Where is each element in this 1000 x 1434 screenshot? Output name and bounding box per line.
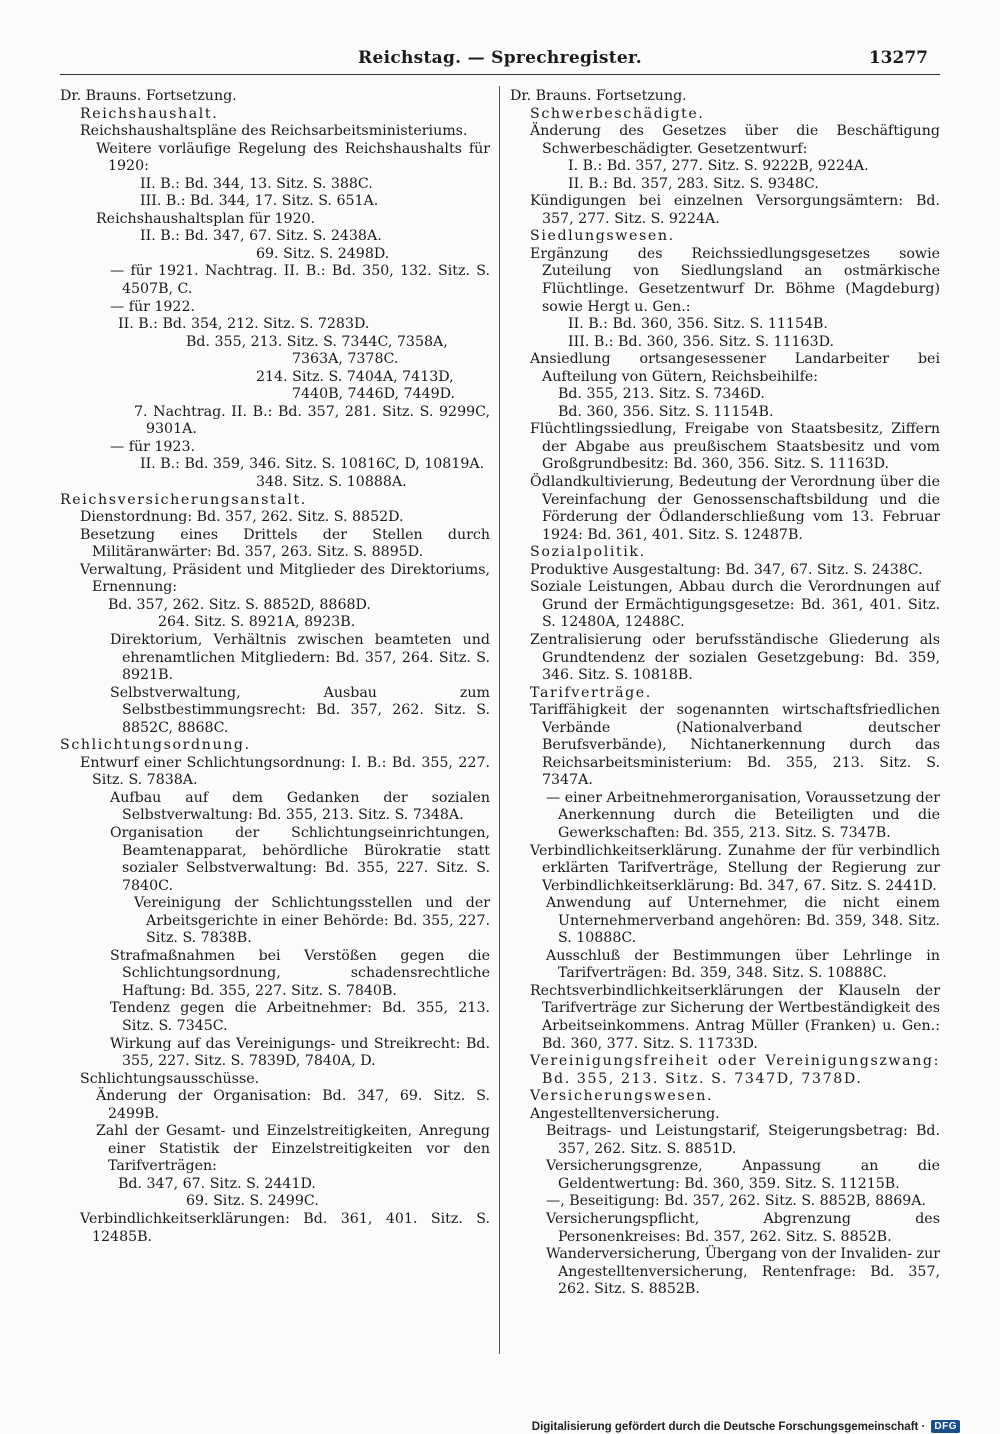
index-entry: Strafmaßnahmen bei Verstößen gegen die Schlichtungsordnung, schadensrechtliche Haftung: Bd. 355, 227. Sitz. S. 7840B.	[110, 947, 490, 999]
index-entry: Kündigungen bei einzelnen Versorgungsämtern: Bd. 357, 277. Sitz. S. 9224A.	[530, 193, 940, 227]
index-entry: Bd. 355, 213. Sitz. S. 7346D.	[558, 386, 765, 403]
index-entry: Weitere vorläufige Regelung des Reichshaushalts für 1920:	[96, 140, 490, 175]
index-entry: Vereinigungsfreiheit oder Vereinigungszwang: Bd. 355, 213. Sitz. S. 7347D, 7378D.	[530, 1053, 940, 1087]
index-entry: Versicherungsgrenze, Anpassung an die Geldentwertung: Bd. 360, 359. Sitz. S. 11215B.	[546, 1158, 940, 1192]
index-entry: Reichsversicherungsanstalt.	[60, 491, 307, 508]
index-entry: Reichshaushaltspläne des Reichsarbeitsministeriums.	[80, 123, 468, 140]
index-entry: II. B.: Bd. 357, 283. Sitz. S. 9348C.	[568, 175, 819, 192]
page-number: 13277	[868, 48, 928, 68]
index-entry: Reichshaushaltsplan für 1920.	[96, 210, 316, 227]
index-entry: Bd. 355, 213. Sitz. S. 7344C, 7358A,	[186, 333, 448, 350]
index-entry: — für 1922.	[110, 298, 195, 315]
index-entry: Verbindlichkeitserklärungen: Bd. 361, 401. Sitz. S. 12485B.	[80, 1211, 490, 1245]
index-entry: Produktive Ausgestaltung: Bd. 347, 67. Sitz. S. 2438C.	[530, 561, 923, 578]
index-entry: — einer Arbeitnehmerorganisation, Voraussetzung der Anerkennung durch die Beteiligten und die Gewerkschaften: Bd. 355, 213. Sitz. S. 7347B.	[546, 789, 940, 841]
index-entry: Wirkung auf das Vereinigungs- und Streikrecht: Bd. 355, 227. Sitz. S. 7839D, 7840A, D.	[110, 1035, 490, 1070]
index-entry: Wanderversicherung, Übergang von der Invaliden- zur Angestelltenversicherung, Rentenfrage: Bd. 357, 262. Sitz. S. 8852B.	[546, 1246, 940, 1298]
index-entry: Tariffähigkeit der sogenannten wirtschaftsfriedlichen Verbände (Nationalverband deutscher Berufsverbände), Nichtanerkennung durch das Reichsarbeitsministerium: Bd. 355, 213. Sitz. S. 7347A.	[530, 702, 940, 789]
header-title: Reichstag. — Sprechregister.	[358, 48, 642, 68]
index-entry: 348. Sitz. S. 10888A.	[256, 474, 407, 491]
index-entry: III. B.: Bd. 360, 356. Sitz. S. 11163D.	[568, 333, 834, 350]
index-entry: Versicherungswesen.	[530, 1088, 714, 1105]
left-column	[60, 88, 490, 1246]
index-entry: Verbindlichkeitserklärung. Zunahme der für verbindlich erklärten Tarifverträge, Stellung der Regierung zur Verbindlichkeitserklärung: Bd. 347, 67. Sitz. S. 2441D.	[530, 842, 940, 894]
index-entry: — für 1923.	[110, 438, 195, 455]
index-entry: 7440B, 7446D, 7449D.	[292, 386, 456, 403]
index-entry: 214. Sitz. S. 7404A, 7413D,	[256, 368, 454, 385]
index-entry: Versicherungspflicht, Abgrenzung des Personenkreises: Bd. 357, 262. Sitz. S. 8852B.	[546, 1211, 940, 1245]
index-entry: Rechtsverbindlichkeitserklärungen der Klauseln der Tarifverträge zur Sicherung der Wertbeständigkeit des Arbeitseinkommens. Antrag Müller (Franken) u. Gen.: Bd. 360, 377. Sitz. S. 11733D.	[530, 982, 940, 1052]
index-entry: Verwaltung, Präsident und Mitglieder des Direktoriums, Ernennung:	[80, 561, 490, 596]
index-entry: Ausschluß der Bestimmungen über Lehrlinge in Tarifverträgen: Bd. 359, 348. Sitz. S. 10888C.	[546, 947, 940, 982]
index-entry: Bd. 360, 356. Sitz. S. 11154B.	[558, 403, 774, 420]
footer	[532, 1420, 960, 1433]
column-divider	[499, 86, 500, 1354]
index-entry: Aufbau auf dem Gedanken der sozialen Selbstverwaltung: Bd. 355, 213. Sitz. S. 7348A.	[110, 789, 490, 824]
index-entry: II. B.: Bd. 360, 356. Sitz. S. 11154B.	[568, 316, 828, 333]
index-entry: Schlichtungsausschüsse.	[80, 1070, 260, 1087]
index-entry: Schlichtungsordnung.	[60, 737, 251, 754]
index-entry: Besetzung eines Drittels der Stellen durch Militäranwärter: Bd. 357, 263. Sitz. S. 8895D.	[80, 526, 490, 561]
index-entry: Bd. 347, 67. Sitz. S. 2441D.	[118, 1175, 316, 1192]
index-entry: Selbstverwaltung, Ausbau zum Selbstbestimmungsrecht: Bd. 357, 262. Sitz. S. 8852C, 8868C.	[110, 684, 490, 736]
index-entry: —, Beseitigung: Bd. 357, 262. Sitz. S. 8852B, 8869A.	[546, 1193, 927, 1210]
page-header	[60, 44, 940, 75]
index-entry: 69. Sitz. S. 2498D.	[256, 245, 390, 262]
index-entry: Dr. Brauns. Fortsetzung.	[510, 88, 687, 104]
index-entry: Tendenz gegen die Arbeitnehmer: Bd. 355, 213. Sitz. S. 7345C.	[110, 1000, 490, 1034]
dfg-logo: DFG	[931, 1420, 960, 1433]
index-entry: 7363A, 7378C.	[292, 351, 399, 368]
index-entry: Soziale Leistungen, Abbau durch die Verordnungen auf Grund der Ermächtigungsgesetze: Bd. 361, 401. Sitz. S. 12480A, 12488C.	[530, 579, 940, 631]
index-entry: Tarifverträge.	[530, 684, 652, 701]
index-entry: Reichshaushalt.	[80, 105, 219, 122]
index-entry: Zentralisierung oder berufsständische Gliederung als Grundtendenz der sozialen Gesetzgebung: Bd. 359, 346. Sitz. S. 10818B.	[530, 631, 940, 684]
index-entry: II. B.: Bd. 359, 346. Sitz. S. 10816C, D, 10819A.	[140, 456, 485, 473]
index-entry: Vereinigung der Schlichtungsstellen und der Arbeitsgerichte in einer Behörde: Bd. 355, 227. Sitz. S. 7838B.	[134, 895, 490, 947]
index-entry: Direktorium, Verhältnis zwischen beamteten und ehrenamtlichen Mitgliedern: Bd. 357, 264. Sitz. S. 8921B.	[110, 631, 490, 684]
index-entry: Ansiedlung ortsangesessener Landarbeiter bei Aufteilung von Gütern, Reichsbeihilfe:	[530, 351, 940, 385]
index-entry: Ergänzung des Reichssiedlungsgesetzes sowie Zuteilung von Siedlungsland an ostmärkische Flüchtlinge. Gesetzentwurf Dr. Böhme (Magdeburg) sowie Hergt u. Gen.:	[530, 245, 940, 315]
index-entry: I. B.: Bd. 357, 277. Sitz. S. 9222B, 9224A.	[568, 158, 869, 175]
index-entry: 69. Sitz. S. 2499C.	[186, 1193, 319, 1210]
index-entry: Angestelltenversicherung.	[530, 1105, 720, 1122]
index-entry: Schwerbeschädigte.	[530, 105, 705, 122]
index-entry: Dienstordnung: Bd. 357, 262. Sitz. S. 8852D.	[80, 509, 404, 526]
index-entry: Siedlungswesen.	[530, 228, 675, 245]
index-entry: Änderung des Gesetzes über die Beschäftigung Schwerbeschädigter. Gesetzentwurf:	[530, 123, 940, 157]
index-entry: 7. Nachtrag. II. B.: Bd. 357, 281. Sitz. S. 9299C, 9301A.	[134, 403, 490, 438]
index-entry: III. B.: Bd. 344, 17. Sitz. S. 651A.	[140, 193, 379, 210]
index-entry: Dr. Brauns. Fortsetzung.	[60, 88, 237, 104]
index-entry: Ödlandkultivierung, Bedeutung der Verordnung über die Vereinfachung der Genossenschaftsbildung und die Förderung der Ödlanderschließung vom 13. Februar 1924: Bd. 361, 401. Sitz. S. 12487B.	[530, 474, 940, 543]
index-entry: Entwurf einer Schlichtungsordnung: I. B.: Bd. 355, 227. Sitz. S. 7838A.	[80, 754, 490, 789]
index-entry: Bd. 357, 262. Sitz. S. 8852D, 8868D.	[108, 596, 371, 613]
index-entry: Flüchtlingssiedlung, Freigabe von Staatsbesitz, Ziffern der Abgabe aus preußischem Staatsbesitz und vom Großgrundbesitz: Bd. 360, 356. Sitz. S. 11163D.	[530, 421, 940, 473]
footer-text: Digitalisierung gefördert durch die Deutsche Forschungsgemeinschaft ·	[531, 1420, 926, 1433]
index-entry: Beitrags- und Leistungstarif, Steigerungsbetrag: Bd. 357, 262. Sitz. S. 8851D.	[546, 1123, 940, 1157]
index-entry: II. B.: Bd. 347, 67. Sitz. S. 2438A.	[140, 228, 382, 245]
index-entry: II. B.: Bd. 354, 212. Sitz. S. 7283D.	[118, 316, 370, 333]
index-entry: Änderung der Organisation: Bd. 347, 69. Sitz. S. 2499B.	[96, 1088, 490, 1122]
right-column	[510, 88, 940, 1299]
index-entry: Zahl der Gesamt- und Einzelstreitigkeiten, Anregung einer Statistik der Einzelstreitigkeiten vor den Tarifverträgen:	[96, 1123, 490, 1175]
index-entry: Organisation der Schlichtungseinrichtungen, Beamtenapparat, behördliche Bürokratie statt sozialer Selbstverwaltung: Bd. 355, 227. Sitz. S. 7840C.	[110, 824, 490, 894]
index-entry: II. B.: Bd. 344, 13. Sitz. S. 388C.	[140, 175, 373, 192]
index-entry: — für 1921. Nachtrag. II. B.: Bd. 350, 132. Sitz. S. 4507B, C.	[110, 263, 490, 298]
index-entry: Anwendung auf Unternehmer, die nicht einem Unternehmerverband angehören: Bd. 359, 348. Sitz. S. 10888C.	[546, 895, 940, 947]
index-entry: 264. Sitz. S. 8921A, 8923B.	[158, 614, 356, 631]
index-entry: Sozialpolitik.	[530, 544, 646, 561]
